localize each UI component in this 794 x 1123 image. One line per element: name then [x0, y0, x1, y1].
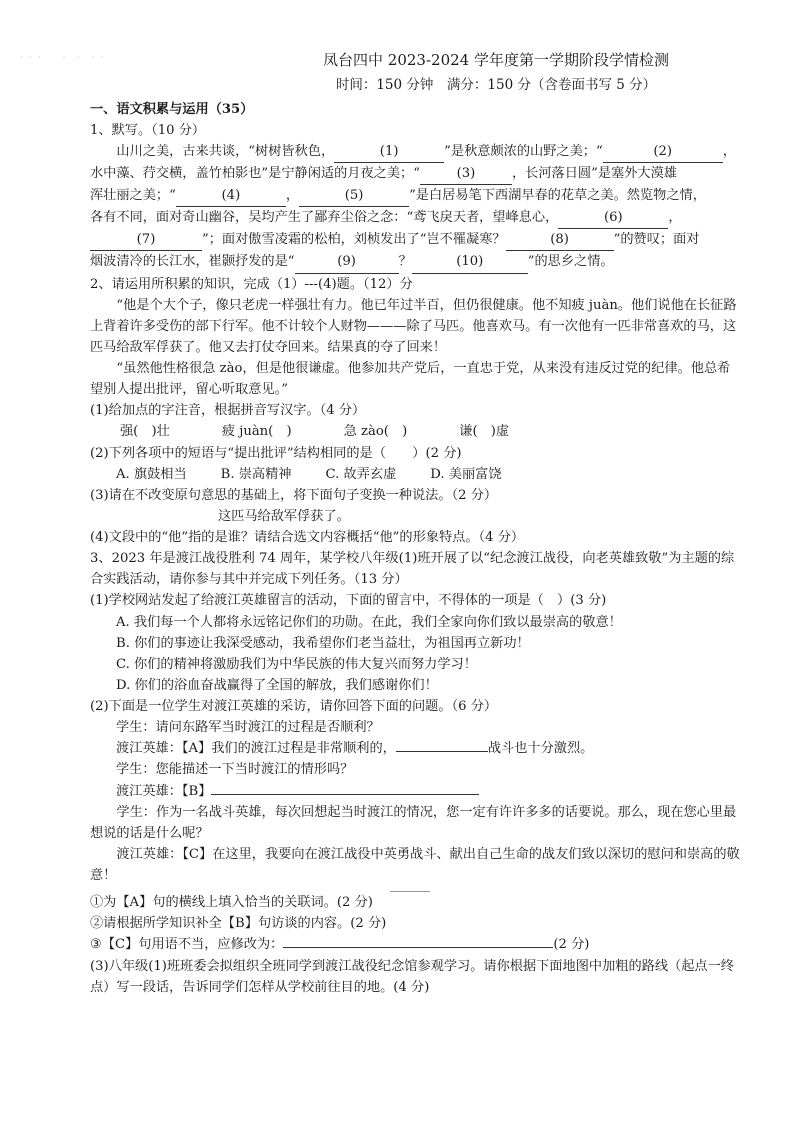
pinyin-item[interactable]: 强( )壮	[120, 424, 170, 440]
blank-5[interactable]: (5)	[299, 185, 409, 207]
exam-title: 凤台四中 2023-2024 学年度第一学期阶段学情检测	[323, 51, 669, 69]
dialog-hero-a: 渡江英雄：【A】我们的渡江过程是非常顺利的， 战斗也十分激烈。	[116, 741, 594, 757]
pinyin-item[interactable]: 疲 juàn( )	[221, 424, 292, 440]
task-3: ③【C】句用语不当，应修改为： (2 分)	[90, 937, 590, 953]
blank-7[interactable]: (7)	[90, 229, 202, 251]
pinyin-item[interactable]: 急 zào( )	[343, 424, 408, 440]
task-1: ①为【A】句的横线上填入恰当的关联词。(2 分)	[90, 895, 373, 911]
option-c[interactable]: C. 故弄玄虚	[325, 466, 397, 482]
task-2: ②请根据所学知识补全【B】句访谈的内容。(2 分)	[90, 916, 387, 932]
blank-6[interactable]: (6)	[558, 207, 668, 229]
q3-sub-2: (2)下面是一位学生对渡江英雄的采访，请你回答下面的问题。（6 分）	[90, 699, 498, 715]
exam-info: 时间：150 分钟 满分：150 分（含卷面书写 5 分）	[335, 77, 657, 93]
blank-b[interactable]	[211, 794, 479, 795]
pinyin-item[interactable]: 谦( )虚	[459, 424, 510, 440]
blank-a[interactable]	[396, 751, 488, 752]
q3-sub-1: (1)学校网站发起了给渡江英雄留言的活动，下面的留言中，不得体的一项是（ ）(3 分)	[90, 593, 607, 609]
dialog-student-3: 学生：作为一名战斗英雄，每次回想起当时渡江的情况，您一定有许许多多的话要说。那么，现在您心里最想说的话是什么呢？	[90, 804, 737, 841]
option-a[interactable]: A. 旗鼓相当	[116, 466, 187, 482]
dialog-student-2: 学生：您能描述一下当时渡江的情形吗？	[116, 762, 354, 778]
q1-line-6: 烟波清冷的长江水，崔颢抒发的是“ (9) ？ (10) ”的思乡之情。	[90, 251, 742, 273]
blank-2[interactable]: (2)	[603, 141, 723, 163]
q2-sub-1: (1)给加点的字注音，根据拼音写汉字。（4 分）	[90, 403, 366, 419]
q2-options	[116, 464, 742, 485]
q3-option-d[interactable]: D. 你们的浴血奋战赢得了全国的解放，我们感谢你们！	[116, 677, 438, 693]
q1-line-1: 山川之美，古来共谈，“树树皆秋色， (1) ”是秋意颇浓的山野之美；“ (2) ，	[90, 141, 742, 163]
blank-10[interactable]: (10)	[412, 251, 528, 273]
q3-option-a[interactable]: A. 我们每一个人都将永远铭记你们的功勋。在此，我们全家向你们致以最崇高的敬意！	[116, 614, 622, 630]
dialog-hero-c: 渡江英雄：【C】在这里，我要向在渡江战役中英勇战斗、献出自己生命的战友们致以深切的慰问和崇高的敬意！	[90, 846, 740, 884]
blank-8[interactable]: (8)	[506, 229, 614, 251]
blank-1[interactable]: (1)	[334, 141, 444, 163]
blank-3[interactable]: (3)	[420, 163, 512, 185]
q2-passage-1: “他是个大个子，像只老虎一样强壮有力。他已年过半百，但仍很健康。他不知疲 juàn。他们说他在长征路上背着许多受伤的部下行军。他不计较个人财物———除了马匹。他喜欢马。有一次他有一匹非常喜欢的马，这匹马给敌军俘获了。他又去打仗夺回来。结果真的夺了回来！	[90, 297, 737, 355]
q2-sub-2: (2)下列各项中的短语与“提出批评”结构相同的是（ ）(2 分)	[90, 445, 462, 461]
q1-line-4: 各有不同，面对奇山幽谷，吴均产生了鄙弃尘俗之念：“鸢飞戾天者，望峰息心， (6) ，	[90, 207, 742, 229]
blank-4[interactable]: (4)	[176, 185, 286, 207]
scan-artifact: · · · · · · ·	[20, 53, 106, 62]
section-heading: 一、语文积累与运用（35）	[90, 101, 254, 117]
q1-line-2: 水中藻、荇交横，盖竹柏影也”是宁静闲适的月夜之美；“ (3) ，长河落日圆”是塞外大漠雄	[90, 163, 742, 185]
q2-passage-2: “虽然他性格很急 zào，但是他很谦虚。他参加共产党后，一直忠于党，从来没有违反过党的纪律。他总希望别人提出批评，留心听取意见。”	[90, 361, 731, 398]
dialog-student-1: 学生：请问东路军当时渡江的过程是否顺利？	[116, 720, 380, 736]
q1-line-5: (7) ”；面对傲雪凌霜的松柏，刘桢发出了“岂不罹凝寒？ (8) ”的赞叹；面对	[90, 229, 742, 251]
q3-option-b[interactable]: B. 你们的事迹让我深受感动，我希望你们老当益壮，为祖国再立新功！	[116, 635, 530, 651]
q1-line-3: 浑壮丽之美；“ (4) ， (5) ”是白居易笔下西湖早春的花草之美。然览物之情，	[90, 185, 742, 207]
dialog-hero-b: 渡江英雄：【B】	[116, 781, 742, 802]
pinyin-items	[120, 421, 742, 442]
blank-c[interactable]	[283, 947, 553, 948]
q1-heading: 1、默写。（10 分）	[90, 122, 206, 138]
option-d[interactable]: D. 美丽富饶	[430, 466, 502, 482]
q2-sentence: 这匹马给敌军俘获了。	[218, 508, 350, 524]
q2-sub-3: (3)请在不改变原句意思的基础上，将下面句子变换一种说法。（2 分）	[90, 487, 498, 503]
q2-sub-4: (4)文段中的“他”指的是谁？请结合选文内容概括“他”的形象特点。（4 分）	[90, 530, 525, 546]
q3-sub-3: (3)八年级(1)班班委会拟组织全班同学到渡江战役纪念馆参观学习。请你根据下面地图中加粗的路线（起点一终点）写一段话，告诉同学们怎样从学校前往目的地。(4 分)	[90, 958, 734, 995]
blank-9[interactable]: (9)	[295, 251, 399, 273]
q3-option-c[interactable]: C. 你们的精神将激励我们为中华民族的伟大复兴而努力学习！	[116, 656, 477, 672]
q2-heading: 2、请运用所积累的知识，完成（1）---(4)题。（12）分	[90, 276, 413, 292]
q3-heading: 3、2023 年是渡江战役胜利 74 周年，某学校八年级(1)班开展了以“纪念渡江战役，向老英雄致敬”为主题的综合实践活动，请你参与其中并完成下列任务。（13 分）	[90, 551, 735, 588]
option-b[interactable]: B. 崇高精神	[220, 466, 292, 482]
